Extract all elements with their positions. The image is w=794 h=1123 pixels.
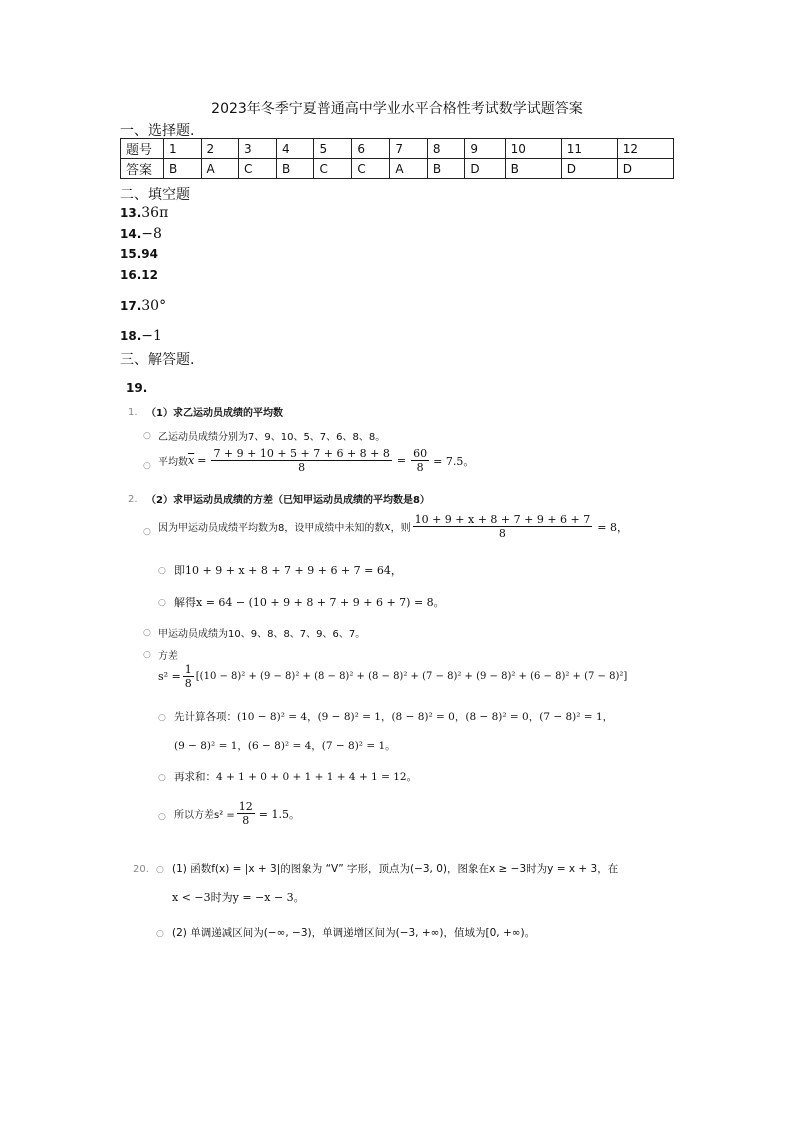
section-fill-heading: 二、填空题 [120, 187, 190, 203]
bullet-icon: ○ [143, 527, 151, 537]
part-1-title: （1）求乙运动员成绩的平均数 [146, 408, 283, 419]
table-cell: 3 [239, 139, 277, 159]
fraction-denominator: 8 [416, 461, 424, 474]
part-2-line-c: 解得x = 64 − (10 + 9 + 8 + 7 + 9 + 6 + 7) = 8。 [174, 596, 445, 609]
fraction-numerator: 7 + 9 + 10 + 5 + 7 + 6 + 8 + 8 [213, 447, 390, 460]
table-cell: D [561, 159, 617, 179]
fill-answer [120, 268, 158, 282]
table-cell: 6 [352, 139, 390, 159]
fill-number: 13. [120, 206, 142, 220]
table-cell: A [201, 159, 238, 179]
table-cell: A [390, 159, 427, 179]
fraction-denominator: 8 [498, 527, 506, 540]
table-cell: B [276, 159, 314, 179]
sum-fraction [413, 513, 593, 540]
line-a-end: = 8， [597, 520, 628, 534]
variance-fraction [183, 663, 194, 690]
table-cell: 11 [561, 139, 617, 159]
bullet-icon: ○ [143, 650, 151, 660]
table-cell: C [239, 159, 277, 179]
mean-result: = 7.5。 [433, 454, 475, 468]
table-cell: 7 [390, 139, 427, 159]
mean-var: $\overline{x}$ [188, 454, 195, 467]
table-cell: 1 [164, 139, 202, 159]
variance-body: [(10 − 8)² + (9 − 8)² + (8 − 8)² + (8 − 8)² + (7 − 8)² + (9 − 8)² + (6 − 8)² + (7 − 8)²] [195, 671, 628, 682]
bullet-icon: ○ [158, 812, 166, 822]
fraction-numerator: 10 + 9 + x + 8 + 7 + 9 + 6 + 7 [414, 513, 591, 526]
table-cell: 12 [617, 139, 673, 159]
line-j-result: = 1.5。 [258, 807, 300, 821]
answer-table [120, 138, 674, 179]
fraction-numerator: 1 [184, 663, 192, 676]
question-19-label: 19. [126, 381, 148, 395]
table-cell: B [164, 159, 202, 179]
part-2-line-d: 甲运动员成绩为10、9、8、8、7、9、6、7。 [158, 629, 366, 640]
fill-answer [120, 226, 162, 242]
fill-number: 17. [120, 299, 142, 313]
table-cell: 8 [427, 139, 465, 159]
fill-answer [120, 298, 166, 314]
table-cell: 9 [465, 139, 505, 159]
table-cell: 4 [276, 139, 314, 159]
table-cell: D [617, 159, 673, 179]
table-cell: B [505, 159, 561, 179]
bullet-icon: ○ [158, 713, 166, 723]
fill-number: 15. [120, 247, 142, 261]
fill-value: −8 [141, 226, 162, 242]
part-2-line-e: 方差 [158, 651, 178, 662]
line-a-mid: ，则 [390, 523, 411, 534]
table-answer-label: 答案 [121, 159, 164, 179]
line-a-prefix: 因为甲运动员成绩平均数为8，设甲成绩中未知的数 [158, 523, 385, 534]
mean-fraction-2 [411, 447, 429, 474]
bullet-icon: ○ [156, 929, 164, 939]
line-j-prefix: 所以方差s² = [174, 810, 235, 821]
part-2-line-a [158, 513, 628, 540]
fill-number: 16. [120, 268, 142, 282]
fill-value: 12 [141, 268, 158, 282]
table-row-answers [121, 159, 674, 179]
fill-answer [120, 205, 168, 221]
fill-value: −1 [141, 328, 162, 344]
fill-value: 30° [141, 298, 167, 314]
variance-prefix: s² = [158, 670, 181, 683]
part-2-line-j [174, 800, 300, 827]
part-1-mean-formula: 平均数 $\overline{x}$ = $\frac{7 + 9 + 10 + 5 + 7 + 6 + 8 + 8}{8}$ = $\frac{60}{8}$ = 7.5。 [158, 447, 475, 474]
part-1-line-a: 乙运动员成绩分别为7、9、10、5、7、6、8、8。 [158, 432, 386, 443]
line-a-var: x [384, 520, 391, 533]
list-number: 2. [128, 494, 138, 505]
bullet-icon: ○ [143, 461, 151, 471]
bullet-icon: ○ [158, 566, 166, 576]
fill-value: 36π [141, 205, 169, 221]
variance-result-fraction [237, 800, 255, 827]
table-cell: B [427, 159, 465, 179]
fill-answer [120, 328, 162, 344]
part-2-line-b: 即10 + 9 + x + 8 + 7 + 9 + 6 + 7 = 64， [174, 564, 402, 577]
part-2-line-g: 先计算各项：(10 − 8)² = 4，(9 − 8)² = 1，(8 − 8)² = 0，(8 − 8)² = 0，(7 − 8)² = 1， [174, 711, 614, 723]
fraction-denominator: 8 [184, 677, 192, 690]
table-cell: C [314, 159, 352, 179]
table-cell: 2 [201, 139, 238, 159]
fraction-denominator: 8 [298, 461, 306, 474]
table-cell: 5 [314, 139, 352, 159]
table-cell: D [465, 159, 505, 179]
mean-prefix: 平均数 [158, 457, 188, 468]
table-cell: C [352, 159, 390, 179]
fill-number: 14. [120, 227, 142, 241]
table-row-numbers [121, 139, 674, 159]
bullet-icon: ○ [143, 628, 151, 638]
fill-answer [120, 247, 158, 261]
bullet-icon: ○ [158, 598, 166, 608]
bullet-icon: ○ [158, 773, 166, 783]
fraction-numerator: 12 [238, 800, 253, 813]
fraction-denominator: 8 [242, 814, 250, 827]
mean-fraction [211, 447, 391, 474]
fill-value: 94 [141, 247, 158, 261]
table-cell: 10 [505, 139, 561, 159]
part-2-line-h: (9 − 8)² = 1，(6 − 8)² = 4，(7 − 8)² = 1。 [174, 740, 396, 752]
question-20-label: 20. [133, 864, 149, 875]
fill-number: 18. [120, 329, 142, 343]
q20-line-c: (2) 单调递减区间为(−∞, −3)，单调递增区间为(−3, +∞)，值域为[0, +∞)。 [172, 927, 536, 939]
table-header-label: 题号 [121, 139, 164, 159]
q20-line-a: (1) 函数f(x) = |x + 3|的图象为 “V” 字形，顶点为(−3, 0)，图象在x ≥ −3时为y = x + 3，在 [172, 863, 619, 875]
page-title: 2023年冬季宁夏普通高中学业水平合格性考试数学试题答案 [211, 101, 583, 117]
fraction-numerator: 60 [413, 447, 428, 460]
part-2-line-i: 再求和：4 + 1 + 0 + 0 + 1 + 1 + 4 + 1 = 12。 [174, 771, 418, 783]
list-number: 1. [128, 407, 138, 418]
bullet-icon: ○ [156, 865, 164, 875]
q20-line-b: x < −3时为y = −x − 3。 [172, 891, 305, 904]
bullet-icon: ○ [143, 431, 151, 441]
variance-formula [158, 663, 627, 690]
section-solve-heading: 三、解答题. [120, 352, 195, 368]
section-choice-heading: 一、选择题. [120, 123, 195, 139]
part-2-title: （2）求甲运动员成绩的方差（已知甲运动员成绩的平均数是8） [146, 495, 430, 506]
